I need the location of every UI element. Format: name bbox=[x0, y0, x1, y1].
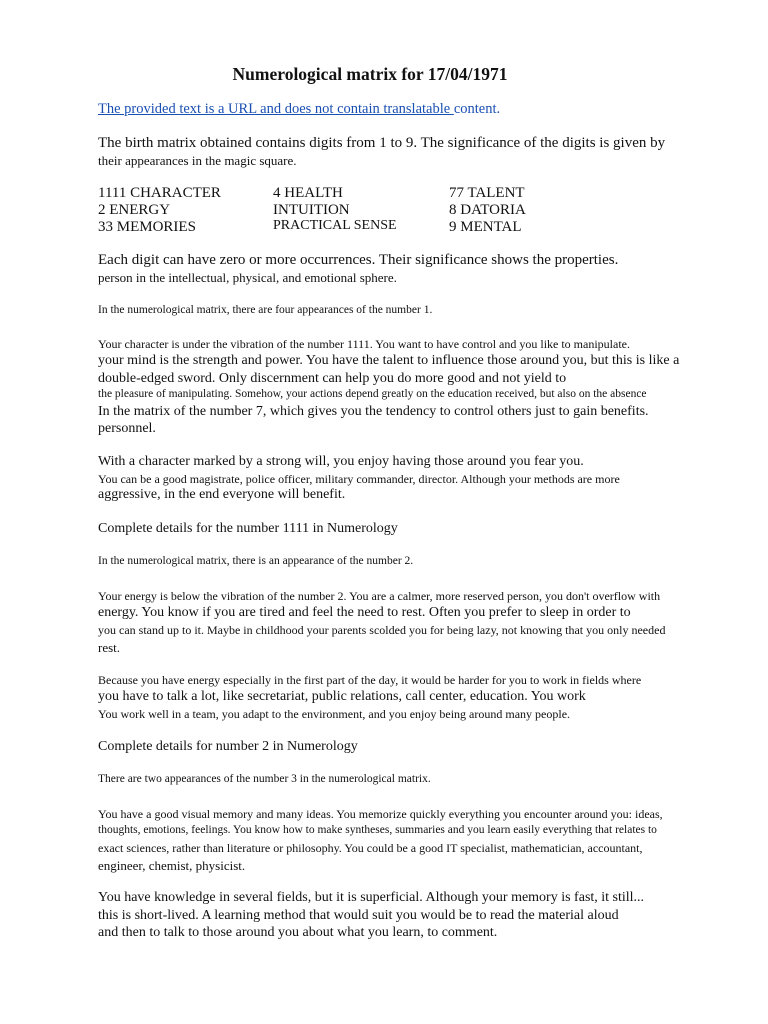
paragraph-line: the pleasure of manipulating. Somehow, your actions depend greatly on the education received, but also on the absence bbox=[98, 388, 647, 400]
intro-line: their appearances in the magic square. bbox=[98, 153, 297, 168]
matrix-cell: 1111 CHARACTER bbox=[98, 185, 221, 201]
paragraph-line: In the matrix of the number 7, which gives you the tendency to control others just to gain benefits. bbox=[98, 404, 649, 419]
section-1-details-heading: Complete details for the number 1111 in Numerology bbox=[98, 521, 398, 536]
paragraph-line: aggressive, in the end everyone will benefit. bbox=[98, 487, 346, 502]
paragraph-line: Your energy is below the vibration of the number 2. You are a calmer, more reserved person, you don't overflow with bbox=[98, 589, 661, 603]
paragraph-line: your mind is the strength and power. You have the talent to influence those around you, but this is like a bbox=[98, 353, 680, 368]
source-link[interactable] bbox=[98, 101, 500, 118]
occurrences-line: person in the intellectual, physical, and emotional sphere. bbox=[98, 270, 397, 285]
matrix-cell: 4 HEALTH bbox=[273, 185, 343, 201]
paragraph-line: You have a good visual memory and many ideas. You memorize quickly everything you encounter around you: ideas, bbox=[98, 807, 663, 821]
paragraph-line: Because you have energy especially in the first part of the day, it would be harder for you to work in fields where bbox=[98, 673, 642, 687]
matrix-cell: PRACTICAL SENSE bbox=[273, 218, 397, 233]
paragraph-line: engineer, chemist, physicist. bbox=[98, 858, 246, 873]
section-3-appearance: There are two appearances of the number 3 in the numerological matrix. bbox=[98, 773, 431, 785]
paragraph-line: you have to talk a lot, like secretariat, public relations, call center, education. You work bbox=[98, 689, 586, 704]
intro-line: The birth matrix obtained contains digits from 1 to 9. The significance of the digits is given by bbox=[98, 135, 666, 151]
section-2-details-heading: Complete details for number 2 in Numerology bbox=[98, 739, 358, 754]
paragraph-line: You have knowledge in several fields, but it is superficial. Although your memory is fast, it still... bbox=[98, 890, 645, 905]
paragraph-line: You work well in a team, you adapt to the environment, and you enjoy being around many people. bbox=[98, 707, 571, 721]
matrix-cell: 8 DATORIA bbox=[449, 202, 526, 218]
matrix-cell: 33 MEMORIES bbox=[98, 219, 196, 235]
paragraph-line: double-edged sword. Only discernment can help you do more good and not yield to bbox=[98, 371, 567, 386]
matrix-cell: 9 MENTAL bbox=[449, 219, 522, 235]
paragraph-line: personnel. bbox=[98, 421, 156, 436]
paragraph-line: you can stand up to it. Maybe in childhood your parents scolded you for being lazy, not knowing that you only needed bbox=[98, 623, 666, 637]
matrix-cell: 77 TALENT bbox=[449, 185, 525, 201]
section-1-appearance: In the numerological matrix, there are four appearances of the number 1. bbox=[98, 304, 433, 316]
matrix-cell: 2 ENERGY bbox=[98, 202, 171, 218]
occurrences-line: Each digit can have zero or more occurrences. Their significance shows the properties. bbox=[98, 252, 619, 268]
paragraph-line: and then to talk to those around you about what you learn, to comment. bbox=[98, 925, 498, 940]
paragraph-line: energy. You know if you are tired and feel the need to rest. Often you prefer to sleep in order to bbox=[98, 605, 631, 620]
paragraph-line: rest. bbox=[98, 640, 121, 655]
paragraph-line: Your character is under the vibration of the number 1111. You want to have control and you like to manipulate. bbox=[98, 337, 630, 351]
page-title: Numerological matrix for 17/04/1971 bbox=[232, 64, 508, 84]
paragraph-line: this is short-lived. A learning method that would suit you would be to read the material aloud bbox=[98, 908, 619, 923]
source-link-tail[interactable]: content. bbox=[453, 101, 501, 117]
section-2-appearance: In the numerological matrix, there is an appearance of the number 2. bbox=[98, 555, 414, 567]
matrix-cell: INTUITION bbox=[273, 202, 350, 218]
source-link-underlined[interactable]: The provided text is a URL and does not contain translatable bbox=[98, 101, 454, 117]
paragraph-line: With a character marked by a strong will, you enjoy having those around you fear you. bbox=[98, 454, 584, 469]
paragraph-line: thoughts, emotions, feelings. You know how to make syntheses, summaries and you learn easily everything that relates to bbox=[98, 824, 657, 836]
paragraph-line: You can be a good magistrate, police officer, military commander, director. Although your methods are more bbox=[98, 472, 620, 486]
paragraph-line: exact sciences, rather than literature or philosophy. You could be a good IT specialist, mathematician, accountant, bbox=[98, 841, 643, 855]
